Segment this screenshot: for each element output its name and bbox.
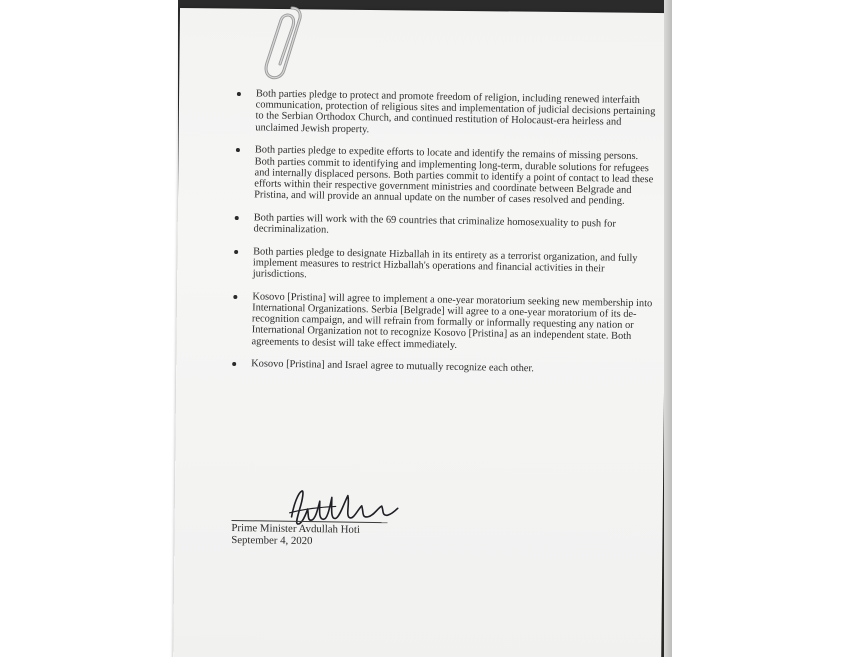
bullet-text: Kosovo [Pristina] will agree to implement a one-year moratorium seeking new membership into International Organizations. Serbia [Belgrade] will agree to a one-year moratorium of its de-recognition campaign, and will refrain from formally or informally requesting any nation or International Organization not to recognize Kosovo [Pristina] as an independent state. Both agreements to desist will take effect immediately. — [251, 291, 653, 351]
bullet-text: Both parties will work with the 69 countries that criminalize homosexuality to push for decriminalization. — [253, 212, 616, 236]
signatory-name: Prime Minister Avdullah Hoti — [231, 521, 360, 536]
list-item — [231, 291, 652, 354]
document-body — [231, 88, 656, 388]
signature-date: September 4, 2020 — [231, 533, 313, 548]
paperclip-icon — [262, 4, 310, 84]
bullet-text: Both parties pledge to designate Hizballah in its entirety as a terrorist organization, and fully implement measures to restrict Hizballah's operations and financial activities in their jurisdictions. — [252, 246, 638, 281]
bullet-dot-icon — [234, 250, 238, 254]
bullet-dot-icon — [233, 295, 237, 299]
bullet-dot-icon — [236, 148, 240, 152]
paper-stack-edge — [664, 0, 672, 657]
list-item — [231, 358, 651, 377]
bullet-text: Both parties pledge to protect and promote freedom of religion, including renewed interfaith communication, protection of religious sites and implementation of judicial decisions pertaining to the Serbian Orthodox Church, and continued restitution of Holocaust-era heirless and unclaimed Jewish property. — [255, 88, 656, 135]
bullet-dot-icon — [232, 362, 236, 366]
bullet-text: Kosovo [Pristina] and Israel agree to mutually recognize each other. — [251, 358, 535, 375]
list-item — [233, 246, 654, 287]
list-item — [235, 88, 656, 140]
list-item — [234, 144, 655, 207]
bullet-text: Both parties pledge to expedite efforts to locate and identify the remains of missing persons. Both parties commit to identifying and implementing long-term, durable solutions for refugees and internally displaced persons. Both parties commit to identify a point of contact to lead these efforts within their respective government ministries and coordinate between Belgrade and Pristina, and will provide an annual update on the number of cases resolved and pending. — [254, 144, 654, 207]
bullet-list — [231, 88, 656, 377]
bullet-dot-icon — [237, 92, 241, 96]
bullet-dot-icon — [235, 216, 239, 220]
list-item — [233, 212, 653, 242]
